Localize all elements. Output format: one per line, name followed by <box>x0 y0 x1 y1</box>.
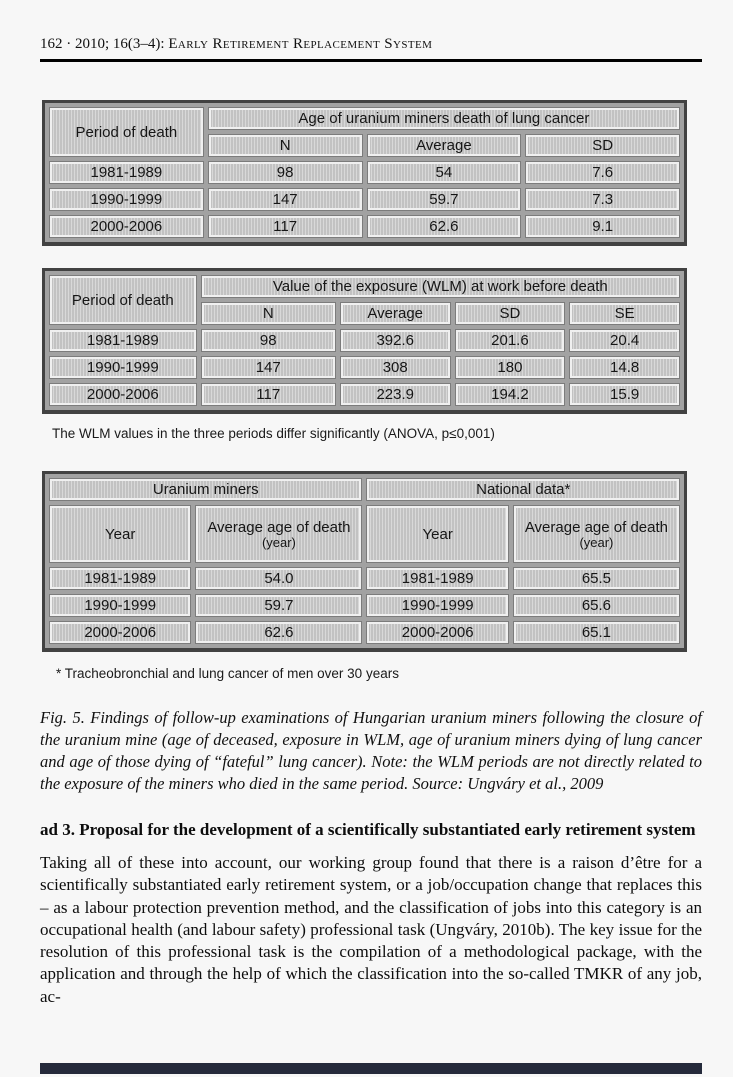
table-cell: 194.2 <box>455 383 566 406</box>
table-row <box>49 161 680 184</box>
table-row <box>49 329 680 352</box>
table-row <box>49 478 680 501</box>
column-header: Average <box>367 134 522 157</box>
table-cell: 2000-2006 <box>366 621 508 644</box>
header-rule <box>40 59 702 62</box>
table-cell: 2000-2006 <box>49 383 197 406</box>
column-header: Average <box>340 302 451 325</box>
column-header: N <box>201 302 336 325</box>
table-cell: 1990-1999 <box>366 594 508 617</box>
table-cell: 147 <box>208 188 363 211</box>
table-cell: 59.7 <box>367 188 522 211</box>
table-cell: 147 <box>201 356 336 379</box>
table-cell: 2000-2006 <box>49 215 204 238</box>
table-row <box>49 215 680 238</box>
running-title: Early Retirement Replacement System <box>168 36 433 52</box>
figure-caption: Fig. 5. Findings of follow-up examinations of Hungarian uranium miners following the closure of the uranium mine (age of deceased, exposure in WLM, age of uranium miners dying of lung cancer and age of those dying of “fateful” lung cancer). Note: the WLM periods are not directly related to the exposure of the miners who died in the same period. Source: Ungváry et al., 2009 <box>40 708 702 793</box>
table-cell: 62.6 <box>367 215 522 238</box>
table-cell: 59.7 <box>195 594 362 617</box>
table-row <box>49 594 680 617</box>
table-cell: 1990-1999 <box>49 188 204 211</box>
table-row <box>49 505 680 563</box>
table-cell: 7.3 <box>525 188 680 211</box>
column-header: N <box>208 134 363 157</box>
table-cell: 392.6 <box>340 329 451 352</box>
column-header-unit: (year) <box>261 534 296 550</box>
section-heading: ad 3. Proposal for the development of a scientifically substantiated early retirement system <box>40 820 696 839</box>
table-cell: 65.5 <box>513 567 680 590</box>
table-row <box>49 383 680 406</box>
exposure-table <box>42 268 687 414</box>
table-cell: 7.6 <box>525 161 680 184</box>
table-group-header: National data* <box>366 478 680 501</box>
table-cell: 201.6 <box>455 329 566 352</box>
body-paragraph: Taking all of these into account, our working group found that there is a raison d’être for a scientifically substantiated early retirement system, or a job/occupation change that replaces this – as a labour protection prevention method, and the classification of jobs into this category is an occupational health (and labour safety) professional task (Ungváry, 2010b). The key issue for the resolution of this professional task is the compilation of a methodological package, with the application and through the help of which the classification into the so-called TMKR of any job, ac- <box>40 853 702 1006</box>
table-cell: 98 <box>201 329 336 352</box>
column-header: SD <box>525 134 680 157</box>
column-header <box>513 505 680 563</box>
table-cell: 15.9 <box>569 383 680 406</box>
column-header: Year <box>49 505 191 563</box>
column-header: Year <box>366 505 508 563</box>
journal-citation: 162 · 2010; 16(3–4): <box>40 36 165 52</box>
table-row <box>49 107 680 130</box>
table-cell: 1990-1999 <box>49 594 191 617</box>
table-cell: 117 <box>208 215 363 238</box>
column-header-label: Average age of death <box>524 518 669 536</box>
table-footnote: * Tracheobronchial and lung cancer of men over 30 years <box>56 666 399 681</box>
column-header <box>195 505 362 563</box>
table-row <box>49 621 680 644</box>
running-header <box>40 36 702 53</box>
table-cell: 54 <box>367 161 522 184</box>
table-row <box>49 356 680 379</box>
table-cell: 14.8 <box>569 356 680 379</box>
table-group-header: Uranium miners <box>49 478 362 501</box>
table-cell: 54.0 <box>195 567 362 590</box>
column-header: SE <box>569 302 680 325</box>
table-row <box>49 567 680 590</box>
table-cell: 117 <box>201 383 336 406</box>
table-row <box>49 188 680 211</box>
table-cell: 9.1 <box>525 215 680 238</box>
miners-age-table <box>42 100 687 246</box>
column-header-label: Average age of death <box>207 518 351 536</box>
table-cell: 180 <box>455 356 566 379</box>
corner-header: Period of death <box>49 275 197 325</box>
table-cell: 1990-1999 <box>49 356 197 379</box>
footer-bar <box>40 1063 702 1074</box>
table-cell: 308 <box>340 356 451 379</box>
table-cell: 1981-1989 <box>49 329 197 352</box>
corner-header: Period of death <box>49 107 204 157</box>
column-header-unit: (year) <box>579 534 614 550</box>
table-cell: 1981-1989 <box>366 567 508 590</box>
table-cell: 1981-1989 <box>49 567 191 590</box>
table-cell: 65.1 <box>513 621 680 644</box>
table-cell: 223.9 <box>340 383 451 406</box>
table-cell: 98 <box>208 161 363 184</box>
wlm-note: The WLM values in the three periods differ significantly (ANOVA, p≤0,001) <box>52 426 495 441</box>
comparison-table <box>42 471 687 652</box>
table-cell: 1981-1989 <box>49 161 204 184</box>
table-cell: 62.6 <box>195 621 362 644</box>
table-group-header: Value of the exposure (WLM) at work before death <box>201 275 680 298</box>
column-header: SD <box>455 302 566 325</box>
table-group-header: Age of uranium miners death of lung cancer <box>208 107 680 130</box>
table-cell: 2000-2006 <box>49 621 191 644</box>
table-row <box>49 275 680 298</box>
table-cell: 65.6 <box>513 594 680 617</box>
table-cell: 20.4 <box>569 329 680 352</box>
